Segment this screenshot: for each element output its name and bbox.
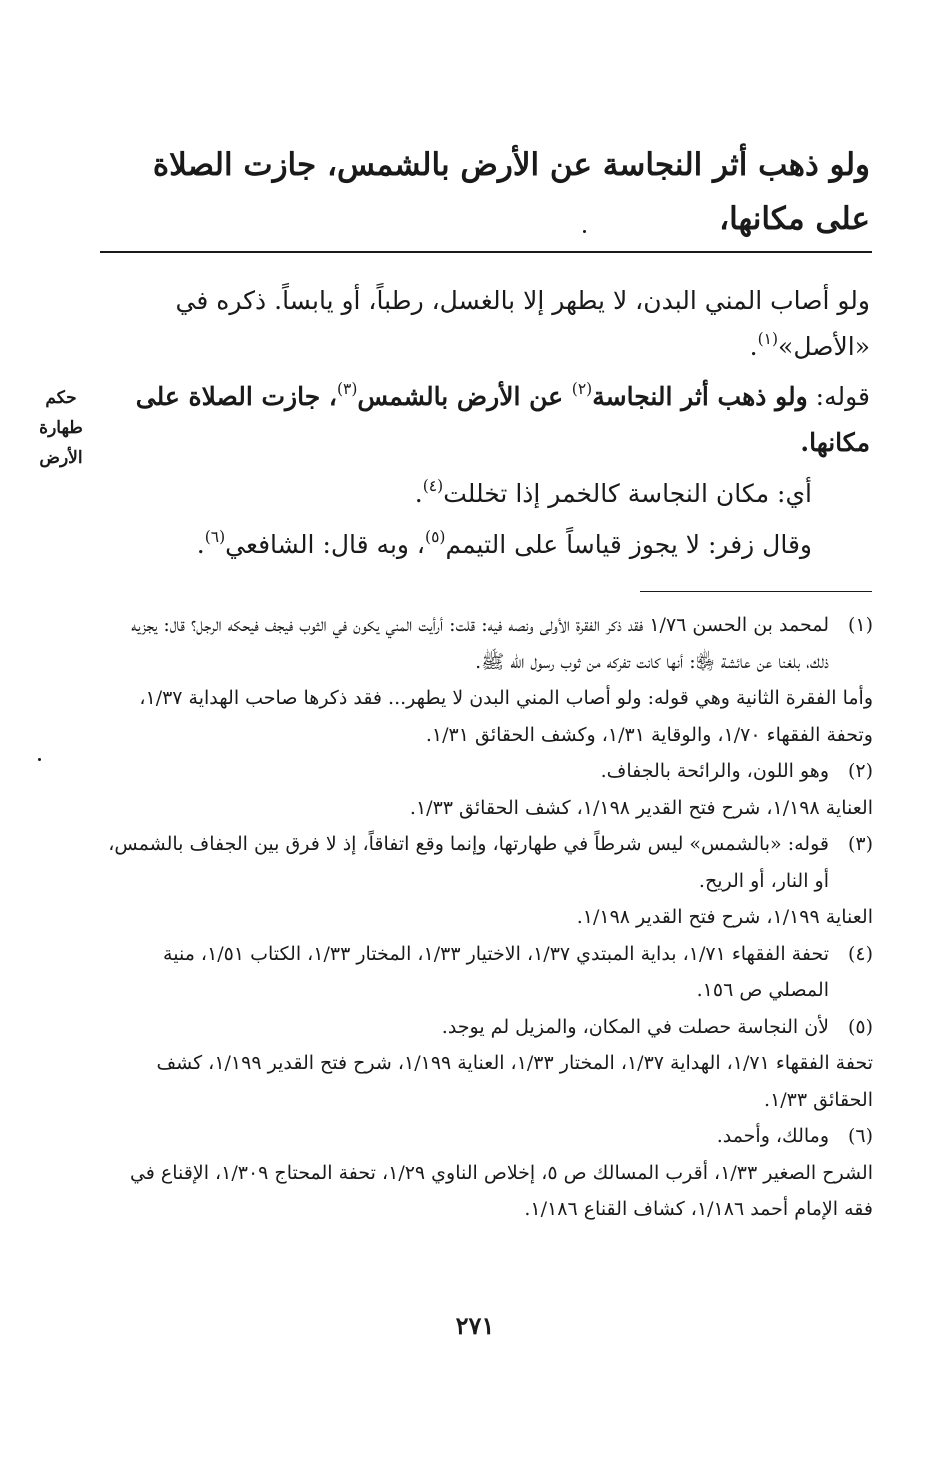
footnote-ref: (٦) [204, 528, 226, 547]
footnote-ref: (١) [757, 330, 779, 349]
footnote-6 [105, 1118, 873, 1155]
footnote-number: (٢) [847, 760, 873, 782]
ink-speck [38, 758, 41, 761]
footnote-text: ومالك، وأحمد. [716, 1125, 829, 1147]
footnote-continuation: وأما الفقرة الثانية وهي قوله: ولو أصاب المني البدن لا يطهر... فقد ذكرها صاحب الهداية ١/٣٧، وتحفة الفقهاء ١/٧٠، والوقاية ١/٣١، وكشف الحقائق ١/٣١. [139, 687, 873, 746]
footnote-continuation: الشرح الصغير ١/٣٣، أقرب المسالك ص ٥، إخلاص الناوي ١/٢٩، تحفة المحتاج ١/٣٠٩، الإقناع في فقه الإمام أحمد ١/١٨٦، كشاف القناع ١/١٨٦. [129, 1161, 873, 1220]
separator-rule [100, 251, 872, 253]
footnote-text: لأن النجاسة حصلت في المكان، والمزيل لم يوجد. [441, 1015, 829, 1038]
footnotes-section [105, 607, 873, 1228]
margin-heading-line: حكم [45, 388, 77, 408]
paragraph-text: ، وبه قال: الشافعي [225, 530, 426, 559]
footnote-continuation: العناية ١/١٩٨، شرح فتح القدير ١/١٩٨، كشف الحقائق ١/٣٣. [409, 796, 873, 819]
footnote-number: (١) [847, 614, 873, 636]
footnote-text: قوله: «بالشمس» ليس شرطاً في طهارتها، وإنما وقع اتفاقاً، إذ لا فرق بين الجفاف بالشمس، أو النار، أو الريح. [108, 833, 829, 892]
footnote-5 [105, 1009, 873, 1046]
footnote-text: لمحمد بن الحسن ١/٧٦ فقد ذكر الفقرة الأولى ونصه فيه: قلت: أرأيت المني يكون في الثوب فيجف فيحكه الرجل؟ قال: يجزيه ذلك، بلغنا عن عائشة ﵂: أنها كانت تفركه من ثوب رسول الله ﷺ. [131, 614, 829, 673]
main-text-heading: ولو ذهب أثر النجاسة عن الأرض بالشمس، جازت الصلاة على مكانها، [152, 147, 870, 237]
paragraph-end: . [196, 530, 205, 559]
footnote-number: (٦) [847, 1125, 873, 1147]
footnote-continuation: العناية ١/١٩٩، شرح فتح القدير ١/١٩٨. [576, 906, 873, 928]
footnote-ref: (٥) [425, 528, 446, 547]
commentary-paragraph-2 [105, 374, 870, 466]
margin-heading-line: طهارة [39, 418, 83, 438]
footnote-number: (٣) [847, 833, 873, 855]
margin-heading-line: الأرض [39, 448, 83, 468]
footnote-2 [105, 753, 873, 790]
quoted-matn: ولو ذهب أثر النجاسة [592, 382, 808, 411]
paragraph-text: وقال زفر: لا يجوز قياساً على التيمم [445, 530, 812, 559]
page-number: ٢٧١ [455, 1311, 495, 1340]
footnote-number: (٥) [847, 1015, 873, 1038]
paragraph-text: ولو أصاب المني البدن، لا يطهر إلا بالغسل، رطباً، أو يابساً. ذكره في «الأصل» [175, 286, 870, 361]
paragraph-text: أي: مكان النجاسة كالخمر إذا تخللت [443, 479, 812, 508]
quoted-matn: عن الأرض بالشمس [357, 382, 572, 411]
footnote-separator [640, 591, 872, 592]
quoted-matn: ، جازت الصلاة على مكانها [135, 382, 870, 457]
commentary-paragraph-4 [105, 522, 870, 568]
footnote-ref: (٤) [422, 477, 444, 496]
footnote-4 [105, 936, 873, 1009]
footnote-number: (٤) [847, 942, 873, 965]
ink-speck [583, 230, 586, 233]
commentary-paragraph-3 [105, 471, 870, 517]
footnote-text: وهو اللون، والرائحة بالجفاف. [600, 760, 829, 782]
footnote-ref: (٢) [571, 380, 593, 399]
paragraph-end: . [800, 428, 810, 457]
paragraph-end: . [414, 479, 423, 508]
intro-word: قوله: [807, 382, 870, 411]
footnote-1 [105, 607, 873, 680]
paragraph-end: . [749, 332, 758, 361]
footnote-3 [105, 826, 873, 899]
margin-heading [28, 383, 94, 473]
footnote-continuation: تحفة الفقهاء ١/٧١، الهداية ١/٣٧، المختار ١/٣٣، العناية ١/١٩٩، شرح فتح القدير ١/١٩٩، كشف الحقائق ١/٣٣. [156, 1052, 873, 1111]
commentary-paragraph-1 [105, 278, 870, 370]
footnote-ref: (٣) [336, 380, 358, 399]
footnote-text: تحفة الفقهاء ١/٧١، بداية المبتدي ١/٣٧، الاختيار ١/٣٣، المختار ١/٣٣، الكتاب ١/٥١، منية المصلي ص ١٥٦. [163, 942, 829, 1001]
